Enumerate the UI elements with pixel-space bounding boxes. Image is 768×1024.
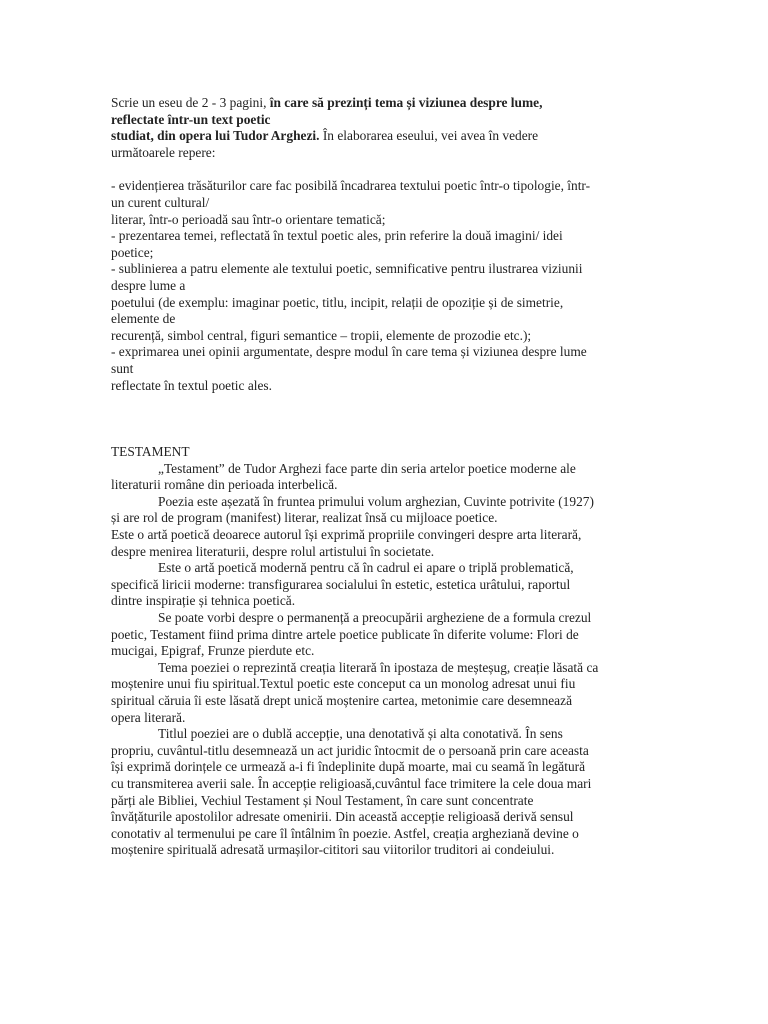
essay-paragraph (111, 726, 671, 859)
essay-line (111, 577, 671, 594)
essay-line-text: și are rol de program (manifest) literar, realizat însă cu mijloace poetice. (111, 510, 498, 526)
essay-line (111, 560, 671, 577)
essay-line-text: Este o artă poetică modernă pentru că în cadrul ei apare o triplă problematică, (158, 560, 574, 576)
task-text: Scrie un eseu de 2 - 3 pagini, (111, 95, 270, 110)
essay-line (111, 610, 671, 627)
essay-line-text: propriu, cuvântul-titlu desemnează un act juridic întocmit de o persoană prin care aceasta (111, 742, 589, 758)
essay-paragraph (111, 527, 671, 560)
essay-line (111, 676, 671, 693)
essay-line-text: își exprimă dorințele ce urmează a-i fi îndeplinite după moarte, mai cu seamă în legătură (111, 759, 586, 775)
essay-line (111, 494, 671, 511)
essay-line-text: Poezia este așezată în fruntea primului volum arghezian, Cuvinte potrivite (1927) (158, 493, 594, 509)
essay-paragraph (111, 560, 671, 610)
task-text-bold: studiat, din opera lui Tudor Arghezi. (111, 128, 320, 144)
essay-paragraph (111, 494, 671, 527)
spacer (111, 394, 671, 444)
essay-paragraph (111, 610, 671, 660)
criteria-line: - exprimarea unei opinii argumentate, despre modul în care tema și viziunea despre lume (111, 344, 587, 360)
essay-line (111, 527, 671, 544)
criteria-line: despre lume a (111, 277, 186, 293)
essay-line (111, 593, 671, 610)
task-line (111, 112, 671, 129)
essay-line-text: Tema poeziei o reprezintă creația literară în ipostaza de meșteșug, creație lăsată ca (158, 659, 599, 675)
essay-body (111, 461, 671, 859)
essay-line (111, 627, 671, 644)
task-line (111, 128, 671, 145)
criteria-line: sunt (111, 360, 134, 376)
criteria-line: - prezentarea temei, reflectată în textul poetic ales, prin referire la două imagini/ idei (111, 228, 563, 244)
essay-line-text: specifică liricii moderne: transfigurarea socialului în estetic, estetica urâtului, raportul (111, 576, 571, 592)
essay-line (111, 726, 671, 743)
essay-line (111, 809, 671, 826)
essay-paragraph (111, 660, 671, 726)
essay-line-text: Este o artă poetică deoarece autorul își exprimă propriile convingeri despre arta literară, (111, 527, 582, 543)
essay-line (111, 660, 671, 677)
essay-line-text: mucigai, Epigraf, Frunze pierdute etc. (111, 643, 315, 659)
document-page (111, 95, 671, 859)
task-line: următoarele repere: (111, 144, 216, 160)
essay-line-text: învățăturile apostolilor adresate omenirii. Din această accepție religioasă derivă sensul (111, 809, 574, 825)
essay-line (111, 776, 671, 793)
task-text-bold: în care să prezinți tema și viziunea despre lume, (269, 95, 543, 110)
essay (111, 444, 671, 859)
criteria-line: literar, într-o perioadă sau într-o orientare tematică; (111, 211, 386, 227)
task-statement (111, 95, 671, 161)
essay-line-text: conotativ al termenului pe care îl întâlnim în poezie. Astfel, creația argheziană devine o (111, 825, 579, 841)
essay-line-text: părți ale Bibliei, Vechiul Testament și Noul Testament, în care sunt concentrate (111, 792, 534, 808)
essay-line (111, 643, 671, 660)
criteria-line: un curent cultural/ (111, 194, 210, 210)
essay-line-text: spiritual căruia îi este lăsată drept unică moștenire cartea, metonimie care desemnează (111, 693, 573, 708)
essay-line (111, 842, 671, 859)
essay-line (111, 826, 671, 843)
essay-line (111, 793, 671, 810)
essay-line-text: despre menirea literaturii, despre rolul artistului în societate. (111, 543, 435, 559)
essay-line-text: Titlul poeziei are o dublă accepție, una denotativă și alta conotativă. În sens (158, 726, 563, 742)
criteria-list (111, 178, 671, 394)
task-text: În elaborarea eseului, vei avea în vedere (319, 128, 539, 144)
task-text-bold: reflectate într-un text poetic (111, 111, 271, 127)
essay-line-text: dintre inspirație și tehnica poetică. (111, 593, 296, 609)
essay-line (111, 693, 671, 710)
essay-line (111, 743, 671, 760)
criteria-line: recurență, simbol central, figuri semantice – tropii, elemente de prozodie etc.); (111, 327, 532, 343)
task-line (111, 95, 671, 112)
spacer (111, 161, 671, 178)
criteria-line: poetice; (111, 244, 154, 260)
essay-line (111, 510, 671, 527)
essay-title: TESTAMENT (111, 444, 190, 460)
essay-line-text: „Testament” de Tudor Arghezi face parte din seria artelor poetice moderne ale (158, 460, 576, 476)
essay-line (111, 759, 671, 776)
criteria-line: poetului (de exemplu: imaginar poetic, titlu, incipit, relații de opoziție și de simetrie, (111, 294, 564, 310)
criteria-line: reflectate în textul poetic ales. (111, 377, 272, 393)
essay-line (111, 461, 671, 478)
essay-line-text: moștenire spirituală adresată urmașilor-cititori sau viitorilor truditori ai condeiului. (111, 842, 555, 858)
essay-line-text: moștenire unui fiu spiritual.Textul poetic este conceput ca un monolog adresat unui fiu (111, 676, 576, 692)
essay-line (111, 477, 671, 494)
essay-line-text: opera literară. (111, 709, 186, 725)
essay-paragraph (111, 461, 671, 494)
criteria-line: - evidențierea trăsăturilor care fac posibilă încadrarea textului poetic într-o tipologie, într- (111, 178, 591, 194)
criteria-line: - sublinierea a patru elemente ale textului poetic, semnificative pentru ilustrarea viziunii (111, 261, 583, 277)
essay-line (111, 544, 671, 561)
essay-line-text: cu transmiterea averii sale. În accepție religioasă,cuvântul face trimitere la cele doua mari (111, 775, 592, 791)
essay-line (111, 710, 671, 727)
essay-line-text: Se poate vorbi despre o permanență a preocupării argheziene de a formula crezul (158, 610, 592, 626)
essay-line-text: literaturii române din perioada interbelică. (111, 477, 338, 493)
criteria-line: elemente de (111, 311, 176, 327)
essay-line-text: poetic, Testament fiind prima dintre artele poetice publicate în diferite volume: Flori de (111, 626, 579, 642)
